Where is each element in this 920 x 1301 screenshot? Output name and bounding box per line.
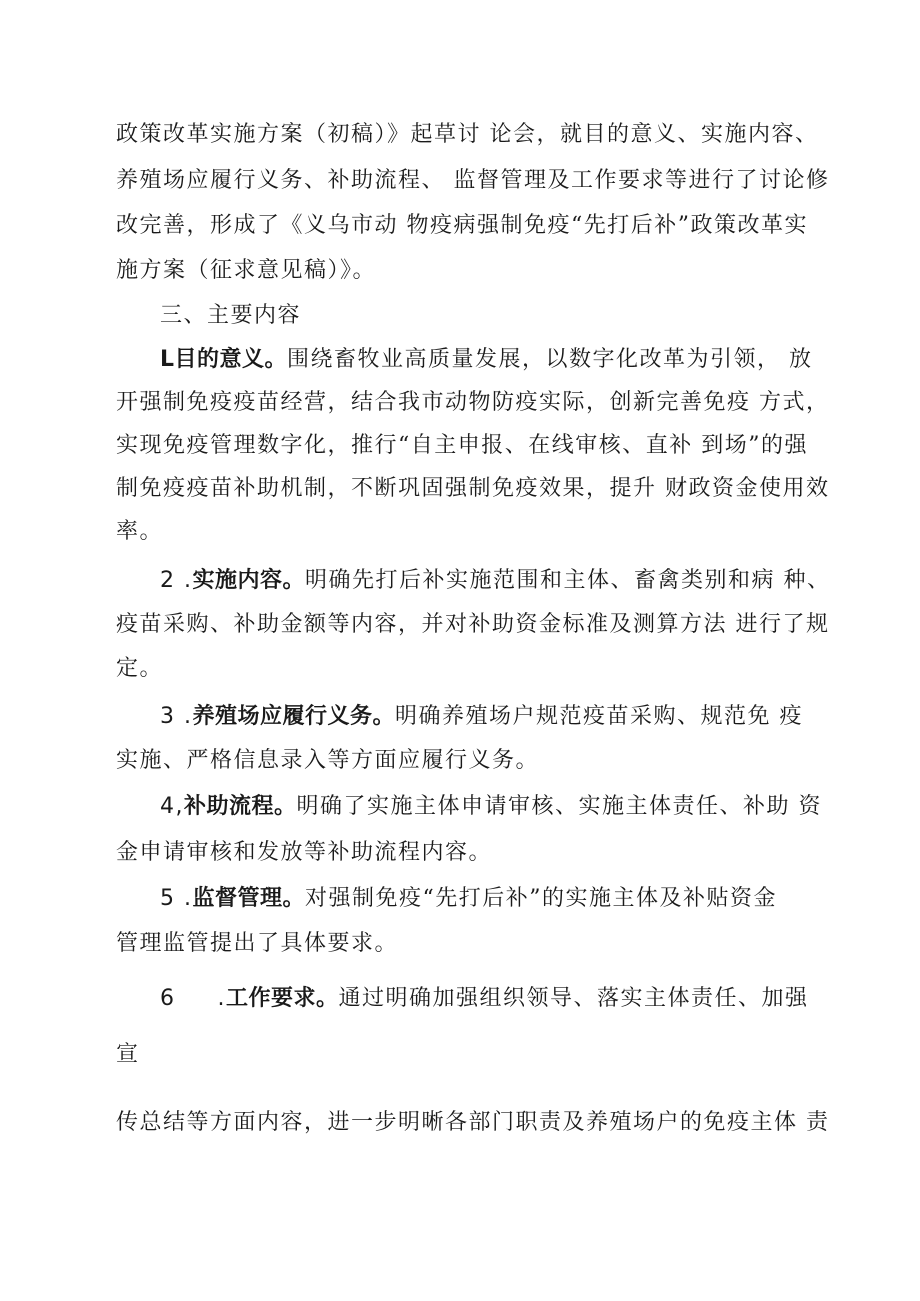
intro-line-1: 政策改革实施方案（初稿）》起草讨 论会，就目的意义、实施内容、 — [116, 122, 819, 147]
item4-text-1: 明确了实施主体申请审核、实施主体责任、补助 资 — [296, 794, 823, 819]
item5-number: 5 . — [160, 886, 193, 911]
item1-line-5: 率。 — [116, 519, 164, 544]
item1-line-3: 实现免疫管理数字化，推行“自主申报、在线审核、直补 到场”的强 — [116, 433, 808, 458]
item4-line-1 — [160, 792, 822, 822]
item6-line-3: 传总结等方面内容，进一步明晰各部门职责及养殖场户的免疫主体 责 — [116, 1110, 830, 1135]
item2-line-3: 定。 — [116, 656, 164, 681]
item6-line-2: 宣 — [116, 1042, 140, 1067]
item6-number: 6 — [160, 986, 176, 1011]
item3-text-1: 明确养殖场户规范疫苗采购、规范免 疫 — [395, 704, 803, 729]
item2-text-1: 明确先打后补实施范围和主体、畜禽类别和病 种、 — [305, 568, 831, 593]
item6-text-1: 通过明确加强组织领导、落实主体责任、加强 — [338, 986, 809, 1011]
item3-line-1 — [160, 702, 803, 732]
item2-number: 2 . — [160, 568, 193, 593]
item5-title: 监督管理。 — [192, 886, 305, 911]
intro-line-2: 养殖场应履行义务、补助流程、 监督管理及工作要求等进行了讨论修 — [116, 168, 830, 193]
item1-line-4: 制免疫疫苗补助机制，不断巩固强制免疫效果，提升 财政资金使用效 — [116, 476, 830, 501]
item3-number: 3 . — [160, 704, 193, 729]
item2-line-2: 疫苗采购、补助金额等内容，并对补助资金标准及测算方法 进行了规 — [116, 612, 830, 637]
intro-line-3: 改完善，形成了《义乌市动 物疫病强制免疫“先打后补”政策改革实 — [116, 213, 808, 238]
item5-line-2: 管理监管提出了具体要求。 — [116, 931, 399, 956]
item4-line-2: 金申请审核和发放等补助流程内容。 — [116, 840, 493, 865]
item1-text-1: 围绕畜牧业高质量发展，以数字化改革为引领， 放 — [287, 347, 813, 372]
item3-line-2: 实施、严格信息录入等方面应履行义务。 — [116, 748, 540, 773]
item2-line-1 — [160, 566, 831, 596]
section-heading: 三、主要内容 — [160, 303, 302, 328]
item2-title: 实施内容。 — [192, 568, 305, 593]
item1-line-1 — [160, 345, 813, 375]
item6-number-separator: . — [217, 986, 226, 1011]
item5-text-1: 对强制免疫“先打后补”的实施主体及补贴资金 — [305, 886, 777, 911]
item3-title: 养殖场应履行义务。 — [192, 704, 395, 729]
item6-title: 工作要求。 — [226, 986, 339, 1011]
item4-title: 补助流程。 — [184, 794, 297, 819]
intro-line-4: 施方案（征求意见稿）》。 — [116, 258, 377, 283]
item4-number: 4, — [160, 794, 184, 819]
item1-title: L目的意义。 — [160, 347, 288, 372]
item1-line-2: 开强制免疫疫苗经营，结合我市动物防疫实际，创新完善免疫 方式， — [116, 390, 830, 415]
item6-line-1 — [160, 984, 809, 1014]
item5-line-1 — [160, 884, 777, 914]
